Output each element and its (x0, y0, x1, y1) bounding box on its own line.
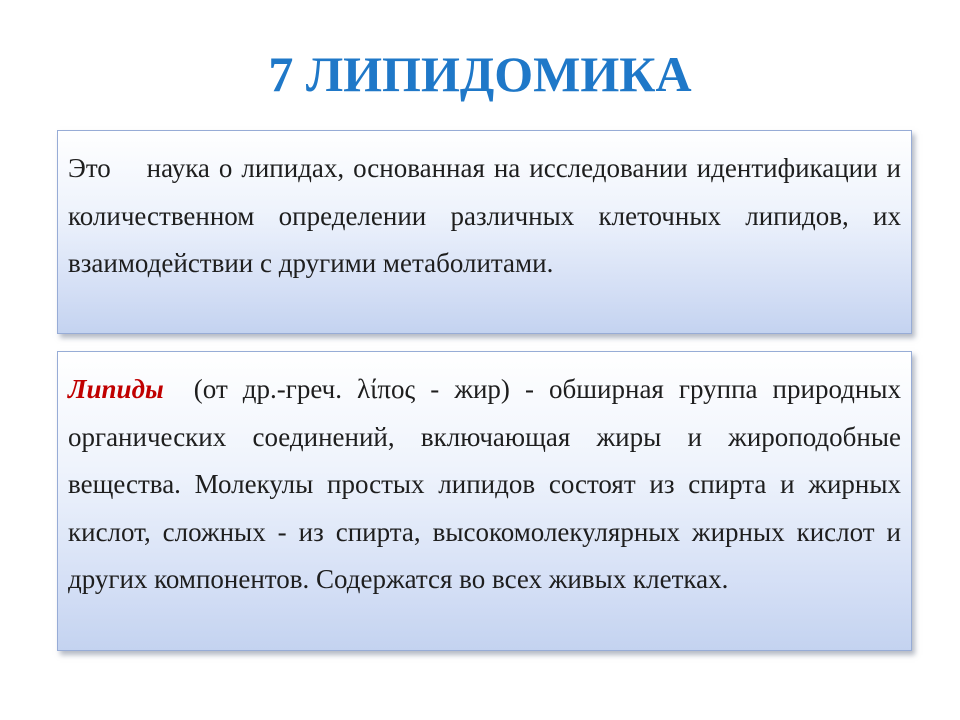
slide-title: 7 ЛИПИДОМИКА (268, 46, 692, 102)
definition-text: Это наука о липидах, основанная на исследовании идентификации и количественном определении различных клеточных липидов, их взаимодействии с другими метаболитами. (68, 153, 908, 278)
lipids-paragraph (68, 366, 908, 604)
lipids-box (57, 351, 912, 651)
lipids-term: Липиды (68, 374, 164, 404)
lipids-text: (от др.-греч. λίπος - жир) - обширная группа природных органических соединений, включающая жиры и жироподобные вещества. Молекулы простых липидов состоят из спирта и жирных кислот, сложных - из спирта, высокомолекулярных жирных кислот и других компонентов. Содержатся во всех живых клетках. (68, 374, 908, 594)
definition-box (57, 130, 912, 334)
